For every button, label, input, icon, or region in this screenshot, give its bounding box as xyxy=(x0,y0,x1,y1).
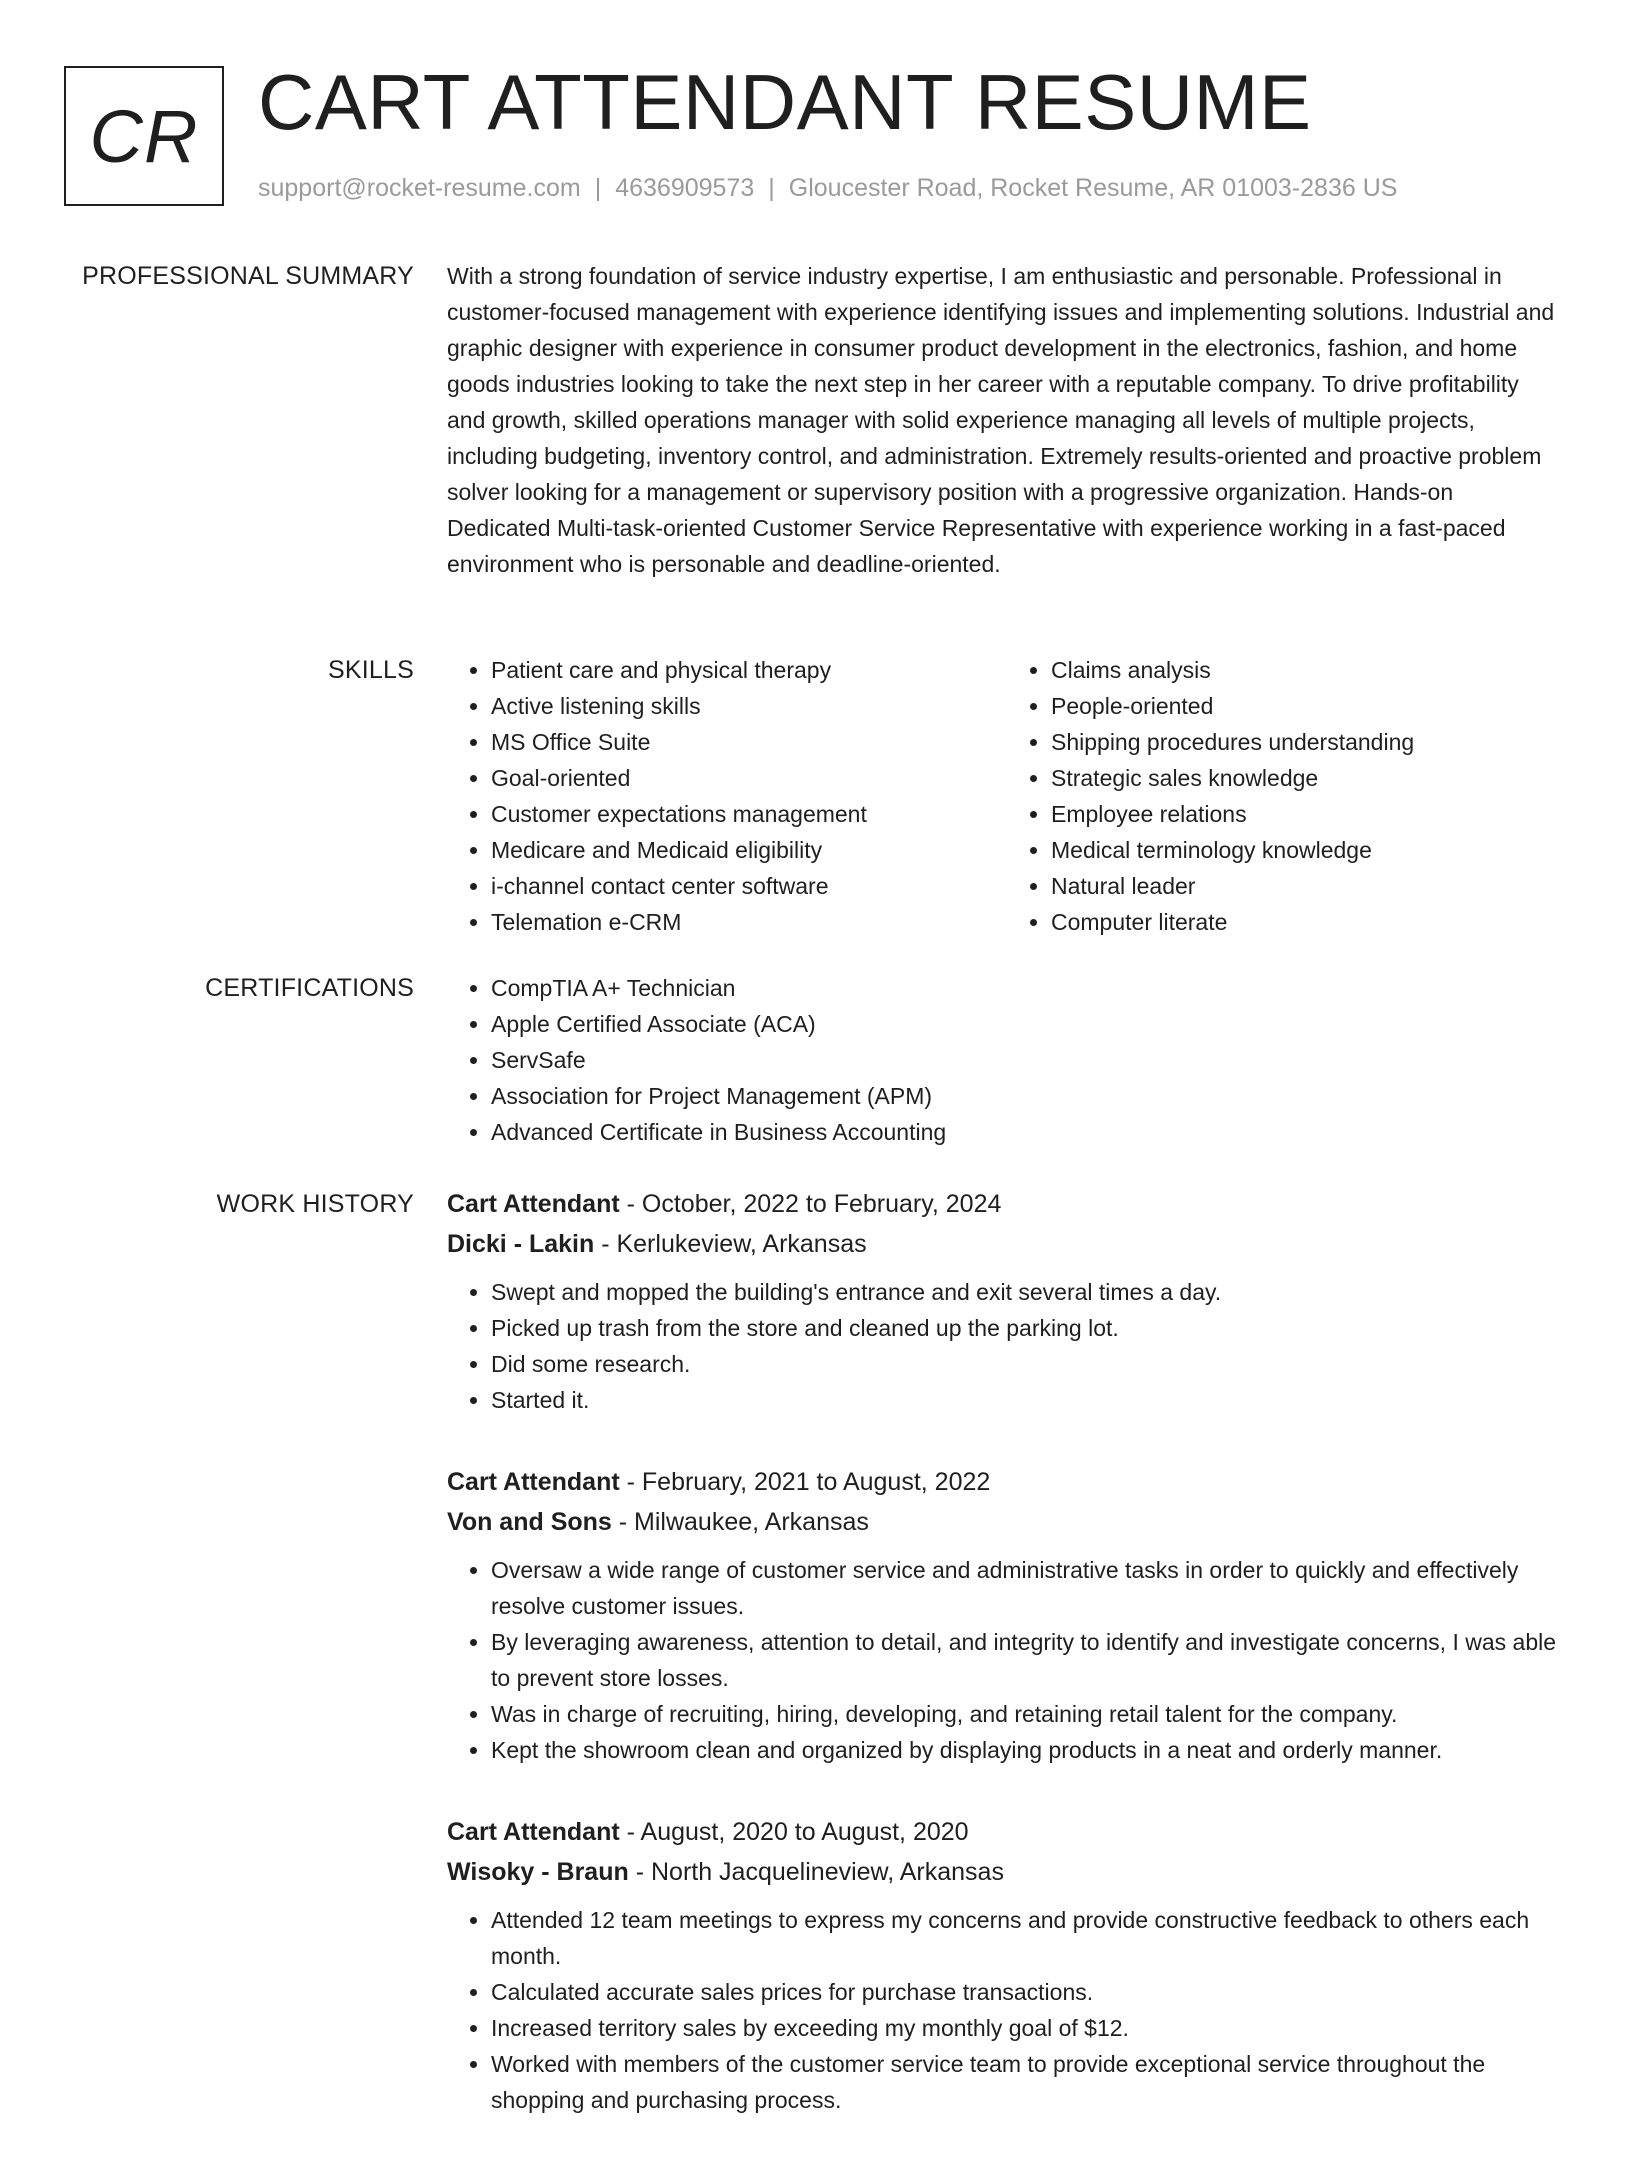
list-item: • Started it. xyxy=(491,1382,1563,1418)
list-item: • Apple Certified Associate (ACA) xyxy=(491,1006,1563,1042)
job-location: - Kerlukeview, Arkansas xyxy=(594,1230,867,1258)
list-item: • Claims analysis xyxy=(1051,652,1631,688)
list-item: • CompTIA A+ Technician xyxy=(491,970,1563,1006)
list-item: • Did some research. xyxy=(491,1346,1563,1382)
list-item: • Calculated accurate sales prices for purchase transactions. xyxy=(491,1974,1563,2010)
work-history-body xyxy=(447,1184,1563,2162)
job-title-line xyxy=(447,1184,1563,1224)
job-company-line xyxy=(447,1852,1563,1892)
job-dates: - October, 2022 to February, 2024 xyxy=(619,1190,1002,1218)
job-company: Dicki - Lakin xyxy=(447,1230,595,1258)
summary-body xyxy=(447,258,1563,582)
skills-list-left xyxy=(447,652,996,940)
job-company: Wisoky - Braun xyxy=(447,1858,629,1886)
skills-body xyxy=(447,652,1563,940)
list-item: • Swept and mopped the building's entrance and exit several times a day. xyxy=(491,1274,1563,1310)
list-item: • People-oriented xyxy=(1051,688,1631,724)
job-title: Cart Attendant xyxy=(447,1468,620,1496)
job-title: Cart Attendant xyxy=(447,1818,620,1846)
section-label-skills: SKILLS xyxy=(328,656,414,684)
list-item: • Medical terminology knowledge xyxy=(1051,832,1631,868)
job-bullets xyxy=(447,1274,1563,1418)
job-company-line xyxy=(447,1224,1563,1264)
list-item: • Shipping procedures understanding xyxy=(1051,724,1631,760)
section-label-summary: PROFESSIONAL SUMMARY xyxy=(82,262,414,290)
list-item: • Kept the showroom clean and organized by displaying products in a neat and orderly manner. xyxy=(491,1732,1563,1768)
section-label-certifications: CERTIFICATIONS xyxy=(205,974,414,1002)
list-item: • Was in charge of recruiting, hiring, developing, and retaining retail talent for the company. xyxy=(491,1696,1563,1732)
job-dates: - February, 2021 to August, 2022 xyxy=(619,1468,991,1496)
skills-list-right xyxy=(996,652,1631,940)
job-title: Cart Attendant xyxy=(447,1190,620,1218)
job-entry xyxy=(447,1462,1563,1768)
list-item: • Natural leader xyxy=(1051,868,1631,904)
job-bullets xyxy=(447,1552,1563,1768)
list-item: • Computer literate xyxy=(1051,904,1631,940)
certifications-list xyxy=(447,970,1563,1150)
list-item: • MS Office Suite xyxy=(491,724,996,760)
job-location: - North Jacquelineview, Arkansas xyxy=(628,1858,1004,1886)
list-item: • Association for Project Management (APM) xyxy=(491,1078,1563,1114)
list-item: • Patient care and physical therapy xyxy=(491,652,996,688)
contact-phone: 4636909573 xyxy=(615,174,755,202)
list-item: • ServSafe xyxy=(491,1042,1563,1078)
list-item: • Goal-oriented xyxy=(491,760,996,796)
list-item: • Telemation e-CRM xyxy=(491,904,996,940)
job-title-line xyxy=(447,1812,1563,1852)
job-company: Von and Sons xyxy=(447,1508,612,1536)
contact-email: support@rocket-resume.com xyxy=(258,174,581,202)
contact-separator: | xyxy=(768,174,775,202)
list-item: • Employee relations xyxy=(1051,796,1631,832)
job-title-line xyxy=(447,1462,1563,1502)
list-item: • Medicare and Medicaid eligibility xyxy=(491,832,996,868)
job-bullets xyxy=(447,1902,1563,2118)
contact-separator: | xyxy=(594,174,602,202)
job-entry xyxy=(447,1812,1563,2118)
list-item: • Customer expectations management xyxy=(491,796,996,832)
list-item: • Picked up trash from the store and cleaned up the parking lot. xyxy=(491,1310,1563,1346)
list-item: • i-channel contact center software xyxy=(491,868,996,904)
section-label-work-history: WORK HISTORY xyxy=(216,1190,414,1218)
monogram-logo: CR xyxy=(64,66,224,206)
contact-line xyxy=(258,174,1397,203)
job-dates: - August, 2020 to August, 2020 xyxy=(619,1818,969,1846)
list-item: • Oversaw a wide range of customer service and administrative tasks in order to quickly and effectively resolve customer issues. xyxy=(491,1552,1563,1624)
summary-text: With a strong foundation of service industry expertise, I am enthusiastic and personable. Professional in customer-focused management with experience identifying issues and implementing solutions. Industrial and graphic designer with experience in consumer product development in the electronics, fashion, and home goods industries looking to take the next step in her career with a reputable company. To drive profitability and growth, skilled operations manager with solid experience managing all levels of multiple projects, including budgeting, inventory control, and administration. Extremely results-oriented and proactive problem solver looking for a management or supervisory position with a progressive organization. Hands-on Dedicated Multi-task-oriented Customer Service Representative with experience working in a fast-paced environment who is personable and deadline-oriented. xyxy=(447,263,1555,577)
contact-address: Gloucester Road, Rocket Resume, AR 01003-2836 US xyxy=(788,174,1398,202)
resume-title: CART ATTENDANT RESUME xyxy=(258,58,1312,146)
job-location: - Milwaukee, Arkansas xyxy=(611,1508,869,1536)
job-company-line xyxy=(447,1502,1563,1542)
job-entry xyxy=(447,1184,1563,1418)
list-item: • Advanced Certificate in Business Accounting xyxy=(491,1114,1563,1150)
certifications-body xyxy=(447,970,1563,1150)
list-item: • By leveraging awareness, attention to detail, and integrity to identify and investigate concerns, I was able to prevent store losses. xyxy=(491,1624,1563,1696)
list-item: • Strategic sales knowledge xyxy=(1051,760,1631,796)
list-item: • Worked with members of the customer service team to provide exceptional service throughout the shopping and purchasing process. xyxy=(491,2046,1563,2118)
list-item: • Increased territory sales by exceeding my monthly goal of $12. xyxy=(491,2010,1563,2046)
list-item: • Attended 12 team meetings to express my concerns and provide constructive feedback to others each month. xyxy=(491,1902,1563,1974)
list-item: • Active listening skills xyxy=(491,688,996,724)
